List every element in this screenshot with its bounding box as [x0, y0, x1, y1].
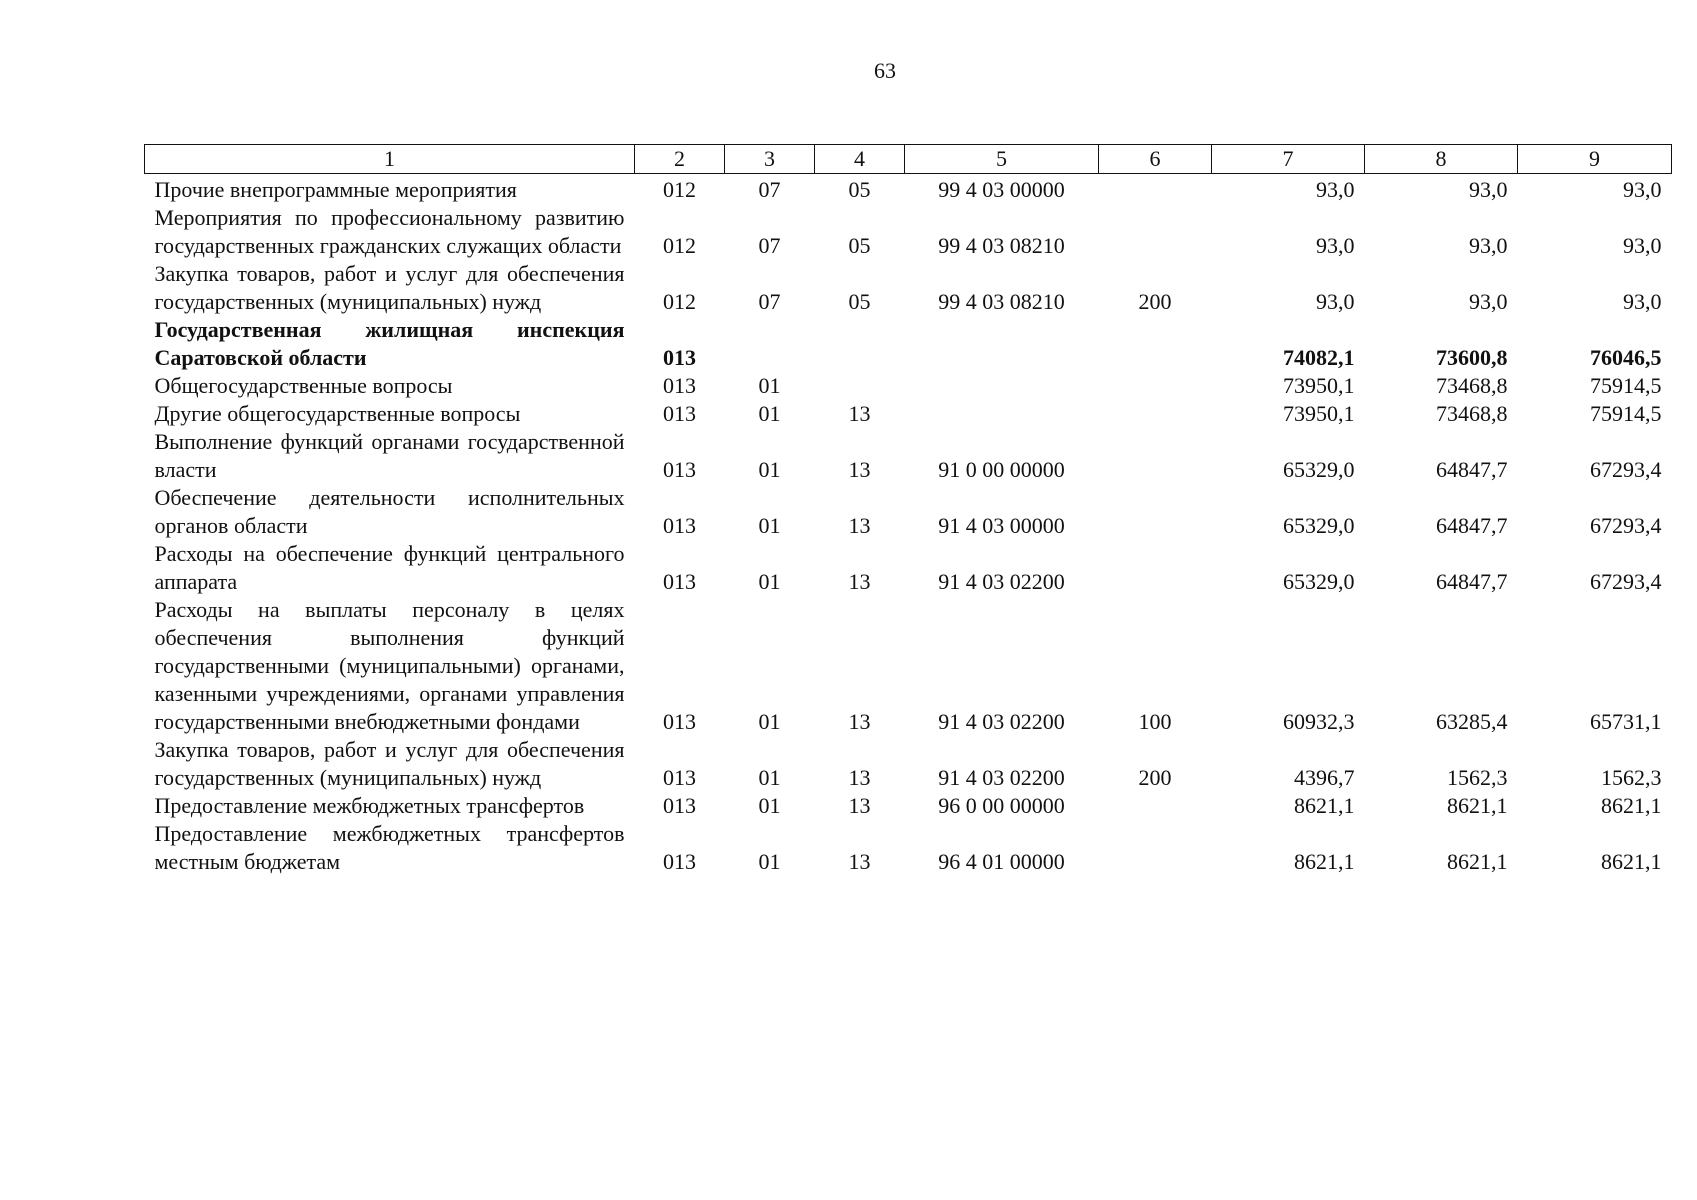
- row-target-article-cell: [905, 400, 1099, 428]
- row-name-cell: Закупка товаров, работ и услуг для обеспечения государственных (муниципальных) нужд: [154, 261, 625, 314]
- header-col-1: 1: [145, 145, 635, 174]
- row-section-cell: 07: [758, 177, 781, 202]
- row-name-cell: Мероприятия по профессиональному развитию государственных гражданских служащих области: [154, 205, 625, 258]
- row-expense-type-cell: [1099, 428, 1212, 484]
- row-section-cell: 01: [758, 457, 781, 482]
- row-expense-type-cell: [1099, 484, 1212, 540]
- row-admin-code-cell: 012: [663, 233, 696, 258]
- table-row: [145, 792, 1672, 820]
- row-value-col9-cell: 8621,1: [1601, 849, 1662, 874]
- row-section-cell: 01: [758, 849, 781, 874]
- row-name-cell: Расходы на обеспечение функций центрального аппарата: [154, 541, 625, 594]
- row-subsection-cell: 05: [848, 233, 871, 258]
- row-value-col9-cell: 67293,4: [1590, 569, 1662, 594]
- page-number: 63: [874, 58, 896, 83]
- row-expense-type-cell: [1099, 820, 1212, 876]
- header-col-8: 8: [1365, 145, 1518, 174]
- row-subsection-cell: 13: [848, 849, 871, 874]
- row-value-col7-cell: 74082,1: [1283, 345, 1355, 370]
- row-value-col8-cell: 73600,8: [1436, 345, 1508, 370]
- row-admin-code-cell: 013: [663, 765, 696, 790]
- table-body: [145, 174, 1672, 877]
- row-subsection-cell: [815, 316, 905, 372]
- row-admin-code-cell: 012: [663, 289, 696, 314]
- row-value-col9-cell: 75914,5: [1590, 401, 1662, 426]
- row-admin-code-cell: 013: [663, 709, 696, 734]
- header-col-7: 7: [1212, 145, 1365, 174]
- row-value-col9-cell: 1562,3: [1601, 765, 1662, 790]
- row-value-col8-cell: 64847,7: [1436, 457, 1508, 482]
- row-section-cell: 01: [758, 401, 781, 426]
- table-row: [145, 736, 1672, 792]
- table-row: [145, 484, 1672, 540]
- row-value-col8-cell: 64847,7: [1436, 513, 1508, 538]
- row-name-cell: Закупка товаров, работ и услуг для обеспечения государственных (муниципальных) нужд: [154, 737, 625, 790]
- row-subsection-cell: 05: [848, 177, 871, 202]
- row-name-cell: Обеспечение деятельности исполнительных органов области: [154, 485, 625, 538]
- row-value-col7-cell: 93,0: [1316, 233, 1355, 258]
- table-row: [145, 316, 1672, 372]
- row-name-cell: Расходы на выплаты персоналу в целях обеспечения выполнения функций государственными (муниципальными) органами, казенными учреждениями, органами управления государственными внебюджетными фондами: [154, 597, 625, 734]
- row-value-col8-cell: 93,0: [1469, 233, 1508, 258]
- row-subsection-cell: 13: [848, 709, 871, 734]
- row-value-col9-cell: 93,0: [1623, 289, 1662, 314]
- row-value-col7-cell: 65329,0: [1283, 569, 1355, 594]
- row-section-cell: 07: [758, 233, 781, 258]
- row-target-article-cell: 91 4 03 02200: [938, 709, 1065, 734]
- row-name-cell: Общегосударственные вопросы: [154, 373, 453, 398]
- row-section-cell: 01: [758, 709, 781, 734]
- row-value-col7-cell: 73950,1: [1283, 401, 1355, 426]
- row-target-article-cell: 91 4 03 02200: [938, 569, 1065, 594]
- row-value-col7-cell: 73950,1: [1283, 373, 1355, 398]
- row-name-cell: Предоставление межбюджетных трансфертов местным бюджетам: [154, 821, 625, 874]
- table-row: [145, 820, 1672, 876]
- row-expense-type-cell: [1099, 540, 1212, 596]
- row-value-col9-cell: 93,0: [1623, 233, 1662, 258]
- row-expense-type-cell: 200: [1138, 289, 1172, 314]
- row-expense-type-cell: 200: [1138, 765, 1172, 790]
- row-value-col7-cell: 8621,1: [1294, 849, 1355, 874]
- row-value-col7-cell: 60932,3: [1283, 709, 1355, 734]
- row-subsection-cell: 13: [848, 793, 871, 818]
- table-row: [145, 428, 1672, 484]
- table-row: [145, 596, 1672, 736]
- row-section-cell: 01: [758, 373, 781, 398]
- row-admin-code-cell: 013: [663, 373, 696, 398]
- table-row: [145, 174, 1672, 205]
- table-row: [145, 540, 1672, 596]
- row-subsection-cell: 13: [848, 765, 871, 790]
- row-subsection-cell: 13: [848, 513, 871, 538]
- row-subsection-cell: 05: [848, 289, 871, 314]
- header-col-6: 6: [1099, 145, 1212, 174]
- row-expense-type-cell: [1099, 792, 1212, 820]
- row-section-cell: 01: [758, 793, 781, 818]
- row-name-cell: Другие общегосударственные вопросы: [154, 401, 521, 426]
- row-section-cell: 01: [758, 765, 781, 790]
- row-target-article-cell: 91 4 03 00000: [938, 513, 1065, 538]
- row-section-cell: 01: [758, 569, 781, 594]
- row-name-cell: Предоставление межбюджетных трансфертов: [154, 793, 585, 818]
- row-target-article-cell: 99 4 03 08210: [938, 289, 1065, 314]
- row-name-cell: Государственная жилищная инспекция Саратовской области: [154, 317, 625, 370]
- row-value-col7-cell: 8621,1: [1294, 793, 1355, 818]
- row-subsection-cell: 13: [848, 569, 871, 594]
- table-row: [145, 204, 1672, 260]
- row-value-col7-cell: 65329,0: [1283, 457, 1355, 482]
- row-admin-code-cell: 013: [663, 401, 696, 426]
- row-expense-type-cell: [1099, 372, 1212, 400]
- row-value-col8-cell: 64847,7: [1436, 569, 1508, 594]
- table-header-row: [145, 145, 1672, 174]
- budget-table: [144, 144, 1672, 876]
- row-target-article-cell: 96 0 00 00000: [938, 793, 1065, 818]
- table-row: [145, 400, 1672, 428]
- row-target-article-cell: 99 4 03 08210: [938, 233, 1065, 258]
- row-target-article-cell: [905, 316, 1099, 372]
- table-row: [145, 260, 1672, 316]
- header-col-4: 4: [815, 145, 905, 174]
- row-admin-code-cell: 012: [663, 177, 696, 202]
- row-admin-code-cell: 013: [663, 345, 696, 370]
- table-row: [145, 372, 1672, 400]
- row-section-cell: 07: [758, 289, 781, 314]
- row-value-col8-cell: 73468,8: [1436, 401, 1508, 426]
- row-admin-code-cell: 013: [663, 569, 696, 594]
- row-value-col9-cell: 67293,4: [1590, 513, 1662, 538]
- row-value-col8-cell: 93,0: [1469, 177, 1508, 202]
- header-col-3: 3: [725, 145, 815, 174]
- row-expense-type-cell: [1099, 400, 1212, 428]
- row-admin-code-cell: 013: [663, 849, 696, 874]
- header-col-2: 2: [635, 145, 725, 174]
- row-value-col7-cell: 65329,0: [1283, 513, 1355, 538]
- row-name-cell: Прочие внепрограммные мероприятия: [154, 177, 517, 202]
- row-value-col9-cell: 93,0: [1623, 177, 1662, 202]
- row-target-article-cell: 91 0 00 00000: [938, 457, 1065, 482]
- row-expense-type-cell: [1099, 316, 1212, 372]
- row-subsection-cell: 13: [848, 401, 871, 426]
- row-value-col9-cell: 67293,4: [1590, 457, 1662, 482]
- row-target-article-cell: [905, 372, 1099, 400]
- row-value-col9-cell: 75914,5: [1590, 373, 1662, 398]
- row-target-article-cell: 99 4 03 00000: [938, 177, 1065, 202]
- row-target-article-cell: 96 4 01 00000: [938, 849, 1065, 874]
- row-value-col8-cell: 73468,8: [1436, 373, 1508, 398]
- row-value-col8-cell: 8621,1: [1447, 849, 1508, 874]
- row-target-article-cell: 91 4 03 02200: [938, 765, 1065, 790]
- header-col-9: 9: [1518, 145, 1672, 174]
- row-value-col8-cell: 93,0: [1469, 289, 1508, 314]
- row-section-cell: 01: [758, 513, 781, 538]
- header-col-5: 5: [905, 145, 1099, 174]
- row-section-cell: [725, 316, 815, 372]
- row-subsection-cell: [815, 372, 905, 400]
- row-expense-type-cell: [1099, 174, 1212, 205]
- row-expense-type-cell: 100: [1138, 709, 1172, 734]
- row-admin-code-cell: 013: [663, 513, 696, 538]
- row-value-col9-cell: 65731,1: [1590, 709, 1662, 734]
- row-value-col9-cell: 8621,1: [1601, 793, 1662, 818]
- row-value-col8-cell: 63285,4: [1436, 709, 1508, 734]
- row-value-col8-cell: 1562,3: [1447, 765, 1508, 790]
- row-expense-type-cell: [1099, 204, 1212, 260]
- row-subsection-cell: 13: [848, 457, 871, 482]
- row-admin-code-cell: 013: [663, 793, 696, 818]
- row-value-col9-cell: 76046,5: [1590, 345, 1662, 370]
- row-value-col7-cell: 4396,7: [1294, 765, 1355, 790]
- row-admin-code-cell: 013: [663, 457, 696, 482]
- row-value-col8-cell: 8621,1: [1447, 793, 1508, 818]
- row-value-col7-cell: 93,0: [1316, 177, 1355, 202]
- row-value-col7-cell: 93,0: [1316, 289, 1355, 314]
- row-name-cell: Выполнение функций органами государственной власти: [154, 429, 625, 482]
